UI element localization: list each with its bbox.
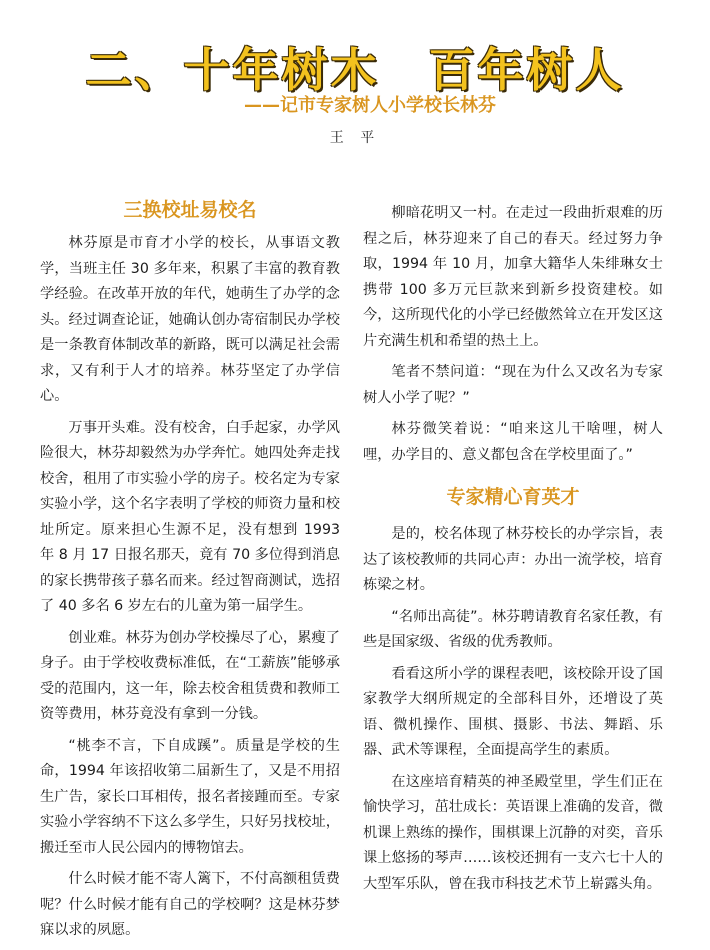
paragraph: 看看这所小学的课程表吧，该校除开设了国家教学大纲所规定的全部科目外，还增设了英语、微机操作、围棋、摄影、书法、舞蹈、乐器、武术等课程，全面提高学生的素质。 [363,665,663,758]
section-heading-2: 专家精心育英才 [446,486,580,508]
paragraph: 是的，校名体现了林芬校长的办学宗旨，表达了该校教师的共同心声：办出一流学校，培育栋梁之材。 [363,526,663,593]
paragraph-continued: 柳暗花明又一村。在走过一段曲折艰难的历程之后，林芬迎来了自己的春天。经过努力争取，1994 年 10 月，加拿大籍华人朱绯琳女士携带 100 多万元巨款来到新乡投资建校。如今，这所现代化的小学已经傲然耸立在开发区这片充满生机和希望的热土上。 [363,205,663,349]
paragraph: 什么时候才能不寄人篱下，不付高额租赁费呢？什么时候才能有自己的学校啊？这是林芬梦寐以求的夙愿。 [40,871,340,938]
right-column [363,201,663,903]
paragraph: 林芬微笑着说：“咱来这儿干啥哩，树人哩，办学目的、意义都包含在学校里面了。” [363,421,663,463]
article-subtitle: ——记市专家树人小学校长林芬 [244,95,496,116]
paragraph: 创业难。林芬为创办学校操尽了心，累瘦了身子。由于学校收费标准低，在“工薪族”能够承受的范围内，这一年，除去校舍租赁费和教师工资等费用，林芬竟没有拿到一分钱。 [40,629,340,722]
paragraph: “桃李不言，下自成蹊”。质量是学校的生命，1994 年该招收第二届新生了，又是不用招生广告，家长口耳相传，报名者接踵而至。专家实验小学容纳不下这么多学生，只好另找校址，搬迁至市人民公园内的博物馆去。 [40,737,340,856]
article-title: 二、十年树木 百年树人 [85,43,625,97]
left-column [40,193,340,950]
paragraph: 在这座培育精英的神圣殿堂里，学生们正在愉快学习，茁壮成长：英语课上准确的发音，微机课上熟练的操作，围棋课上沉静的对奕，音乐课上悠扬的琴声……该校还拥有一支六七十人的大型军乐队，曾在我市科技艺术节上崭露头角。 [363,773,663,892]
paragraph: 林芬原是市育才小学的校长，从事语文教学，当班主任 30 多年来，积累了丰富的教育教学经验。在改革开放的年代，她萌生了办学的念头。经过调查论证，她确认创办寄宿制民办学校是一条教育体制改革的新路，既可以满足社会需求，又有利于人才的培养。林芬坚定了办学信心。 [40,235,340,404]
paragraph: 笔者不禁问道：“现在为什么又改名为专家树人小学了呢？” [363,364,663,406]
section-heading-1: 三换校址易校名 [123,199,257,221]
paragraph: 万事开头难。没有校舍，白手起家，办学风险很大，林芬却毅然为办学奔忙。她四处奔走找校舍，租用了市实验小学的房子。校名定为专家实验小学，这个名字表明了学校的师资力量和校址所定。原来担心生源不足，没有想到 1993 年 8 月 17 日报名那天，竟有 70 多位得到消息的家长携带孩子慕名而来。经过智商测试，选招了 40 多名 6 岁左右的儿童为第一届学生。 [40,419,340,614]
article-author: 王 平 [329,130,381,146]
paragraph: “名师出高徒”。林芬聘请教育名家任教，有些是国家级、省级的优秀教师。 [363,608,663,650]
